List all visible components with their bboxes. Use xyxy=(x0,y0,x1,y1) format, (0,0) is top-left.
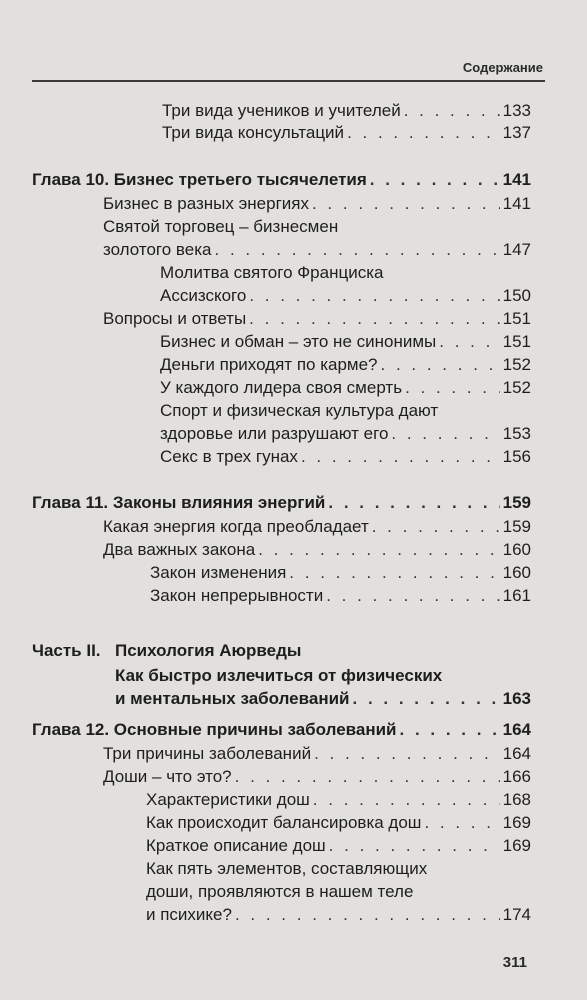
toc-entry-page: 137 xyxy=(502,123,531,142)
toc-entry xyxy=(160,262,531,284)
leader-dots xyxy=(328,492,499,514)
toc-entry-title: Глава 10. Бизнес третьего тысячелетия xyxy=(32,170,367,189)
toc-entry xyxy=(160,331,531,353)
leader-dots xyxy=(347,122,500,144)
leader-dots xyxy=(215,239,500,261)
toc-entry-page: 152 xyxy=(502,355,531,374)
toc-entry-title: золотого века xyxy=(103,240,212,259)
toc-chapter-heading xyxy=(32,492,531,514)
toc-entry-title: Как пять элементов, составляющих xyxy=(146,859,428,878)
toc-entry-page: 160 xyxy=(502,540,531,559)
toc-entry-title: Молитва святого Франциска xyxy=(160,263,384,282)
toc-entry-title: Два важных закона xyxy=(103,540,256,559)
toc-entry-title: Три вида консультаций xyxy=(162,123,345,142)
toc-entry-page: 159 xyxy=(502,493,531,512)
toc-entry-title: Психология Аюрведы xyxy=(115,641,302,660)
toc-entry xyxy=(103,539,531,561)
toc-chapter-heading xyxy=(32,719,531,741)
leader-dots xyxy=(301,446,500,468)
leader-dots xyxy=(235,904,500,926)
toc-entry xyxy=(162,100,531,122)
toc-entry-page: 150 xyxy=(502,286,531,305)
toc-entry-title: Какая энергия когда преобладает xyxy=(103,517,369,536)
toc-entry-page: 133 xyxy=(502,101,531,120)
toc-entry-title: доши, проявляются в нашем теле xyxy=(146,882,414,901)
leader-dots xyxy=(313,789,500,811)
leader-dots xyxy=(289,562,499,584)
toc-entry-page: 147 xyxy=(502,240,531,259)
toc-entry xyxy=(146,812,531,834)
toc-entry-page: 169 xyxy=(502,813,531,832)
leader-dots xyxy=(258,539,499,561)
leader-dots xyxy=(326,585,499,607)
toc-entry-title: Святой торговец – бизнесмен xyxy=(103,217,339,236)
toc-entry xyxy=(103,308,531,330)
leader-dots xyxy=(381,354,500,376)
toc-entry-page: 174 xyxy=(502,905,531,924)
toc-entry-title: Бизнес в разных энергиях xyxy=(103,194,309,213)
leader-dots xyxy=(314,743,500,765)
toc-entry-title: У каждого лидера своя смерть xyxy=(160,378,403,397)
toc-entry xyxy=(150,585,531,607)
page-number: 311 xyxy=(502,954,527,971)
toc-entry-page: 156 xyxy=(502,447,531,466)
toc-entry xyxy=(160,423,531,445)
toc-chapter-heading xyxy=(32,169,531,191)
toc-entry-title: Закон непрерывности xyxy=(150,586,324,605)
leader-dots xyxy=(249,285,499,307)
toc-entry-title: Глава 11. Законы влияния энергий xyxy=(32,493,326,512)
toc-entry-title: Доши – что это? xyxy=(103,767,232,786)
leader-dots xyxy=(391,423,499,445)
toc-entry-page: 169 xyxy=(502,836,531,855)
toc-entry-page: 164 xyxy=(502,720,531,739)
toc-entry-page: 152 xyxy=(502,378,531,397)
toc-part-heading xyxy=(115,688,531,710)
toc-entry-page: 159 xyxy=(502,517,531,536)
toc-entry-title: Три причины заболеваний xyxy=(103,744,312,763)
toc-entry-page: 151 xyxy=(502,332,531,351)
toc-entry xyxy=(146,835,531,857)
toc-entry-page: 153 xyxy=(502,424,531,443)
leader-dots xyxy=(312,193,500,215)
toc-entry xyxy=(146,881,531,903)
toc-entry-title: Как происходит балансировка дош xyxy=(146,813,422,832)
toc-entry-page: 160 xyxy=(502,563,531,582)
toc-entry xyxy=(160,354,531,376)
toc-entry xyxy=(103,193,531,215)
toc-entry xyxy=(150,562,531,584)
toc-entry xyxy=(160,446,531,468)
header-rule xyxy=(32,80,545,82)
leader-dots xyxy=(424,812,499,834)
toc-entry-title: и ментальных заболеваний xyxy=(115,689,350,708)
toc-entry-page: 166 xyxy=(502,767,531,786)
running-head: Содержание xyxy=(462,60,543,75)
leader-dots xyxy=(400,719,500,741)
toc-entry-page: 151 xyxy=(502,309,531,328)
toc-entry xyxy=(146,858,531,880)
toc-entry-page: 141 xyxy=(502,194,531,213)
leader-dots xyxy=(329,835,500,857)
toc-entry-title: Деньги приходят по карме? xyxy=(160,355,378,374)
toc-entry xyxy=(103,216,531,238)
toc-entry xyxy=(146,789,531,811)
toc-entry xyxy=(162,122,531,144)
toc-entry-page: 168 xyxy=(502,790,531,809)
toc-entry xyxy=(103,516,531,538)
toc-entry-title: Вопросы и ответы xyxy=(103,309,247,328)
toc-entry xyxy=(160,400,531,422)
leader-dots xyxy=(405,377,500,399)
toc-entry-title: Глава 12. Основные причины заболеваний xyxy=(32,720,397,739)
toc-entry-title: Закон изменения xyxy=(150,563,287,582)
toc-entry xyxy=(160,377,531,399)
part-label: Часть II. xyxy=(32,641,101,660)
toc-entry-title: и психике? xyxy=(146,905,232,924)
leader-dots xyxy=(404,100,500,122)
toc-entry-page: 141 xyxy=(502,170,531,189)
toc-entry-title: Бизнес и обман – это не синонимы xyxy=(160,332,437,351)
toc-entry-title: здоровье или разрушают его xyxy=(160,424,389,443)
leader-dots xyxy=(439,331,499,353)
leader-dots xyxy=(249,308,499,330)
toc-entry-title: Спорт и физическая культура дают xyxy=(160,401,439,420)
toc-entry xyxy=(103,239,531,261)
toc-entry-title: Как быстро излечиться от физических xyxy=(115,666,443,685)
toc-part-heading xyxy=(115,665,531,687)
toc-entry xyxy=(103,743,531,765)
leader-dots xyxy=(370,169,500,191)
toc-entry-title: Три вида учеников и учителей xyxy=(162,101,401,120)
toc-entry-title: Секс в трех гунах xyxy=(160,447,298,466)
toc-entry xyxy=(103,766,531,788)
toc-entry-page: 161 xyxy=(502,586,531,605)
leader-dots xyxy=(353,688,500,710)
leader-dots xyxy=(235,766,500,788)
toc-part-heading xyxy=(115,640,531,662)
toc-entry-page: 164 xyxy=(502,744,531,763)
toc-entry xyxy=(160,285,531,307)
leader-dots xyxy=(372,516,500,538)
toc-entry-title: Ассизского xyxy=(160,286,247,305)
toc-entry-page: 163 xyxy=(502,689,531,708)
toc-entry xyxy=(146,904,531,926)
toc-entry-title: Краткое описание дош xyxy=(146,836,326,855)
toc-entry-title: Характеристики дош xyxy=(146,790,310,809)
